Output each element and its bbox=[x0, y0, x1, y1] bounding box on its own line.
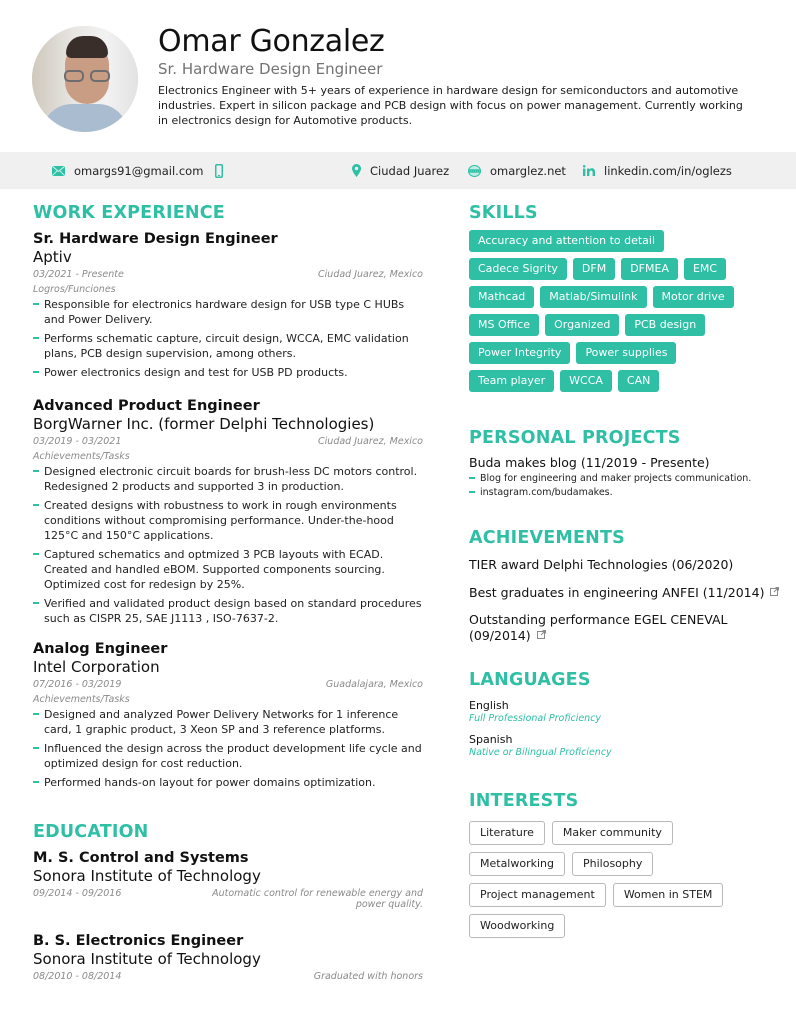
bullet-text: Designed and analyzed Power Delivery Networks for 1 inference card, 1 graphic product, 3 Xeon SP and 3 reference platforms. bbox=[44, 708, 399, 736]
degree-title: M. S. Control and Systems bbox=[33, 850, 249, 866]
skill-tag: CAN bbox=[618, 370, 659, 392]
dash-bullet-icon bbox=[33, 781, 39, 783]
dash-bullet-icon bbox=[33, 470, 39, 472]
job-dates: 03/2021 - Presente bbox=[33, 269, 124, 280]
skill-tag: Cadece Sigrity bbox=[469, 258, 567, 280]
job-bullets bbox=[33, 707, 423, 790]
job-entry bbox=[33, 231, 423, 384]
interests-tags bbox=[469, 821, 769, 945]
job-bullet bbox=[33, 297, 423, 327]
skill-tag: Mathcad bbox=[469, 286, 534, 308]
globe-icon bbox=[468, 165, 481, 177]
job-company: BorgWarner Inc. (former Delphi Technologies) bbox=[33, 415, 375, 433]
bullet-text: Performed hands-on layout for power domains optimization. bbox=[44, 776, 376, 789]
education-note: Automatic control for renewable energy and power quality. bbox=[212, 888, 423, 910]
interest-tag: Maker community bbox=[552, 821, 673, 845]
bullet-text: Created designs with robustness to work in rough environments conditions without compromising performance. Under-the-hood 125°C and 150°C applications. bbox=[44, 499, 397, 542]
bullet-text: Blog for engineering and maker projects communication. bbox=[480, 473, 752, 484]
linkedin-icon bbox=[583, 165, 595, 176]
linkedin-text: linkedin.com/in/oglezs bbox=[604, 163, 732, 178]
interests-section bbox=[469, 791, 789, 945]
interest-tag: Women in STEM bbox=[613, 883, 724, 907]
bullet-text: Performs schematic capture, circuit design, WCCA, EMC validation plans, PCB design supervision, among others. bbox=[44, 332, 409, 360]
education-meta bbox=[33, 888, 423, 910]
school-name: Sonora Institute of Technology bbox=[33, 867, 261, 885]
education-entry bbox=[33, 850, 423, 910]
dash-bullet-icon bbox=[33, 713, 39, 715]
job-dates: 07/2016 - 03/2019 bbox=[33, 679, 122, 690]
section-title-achievements: ACHIEVEMENTS bbox=[469, 528, 625, 548]
achievement-item bbox=[469, 557, 789, 572]
skill-tag: Motor drive bbox=[653, 286, 734, 308]
personal-projects-section bbox=[469, 428, 789, 500]
dash-bullet-icon bbox=[469, 491, 475, 493]
job-entry bbox=[33, 641, 423, 794]
contact-phone[interactable] bbox=[215, 152, 232, 189]
skill-tag: Power supplies bbox=[576, 342, 676, 364]
skill-tag: EMC bbox=[684, 258, 726, 280]
contact-linkedin[interactable] bbox=[583, 152, 732, 189]
candidate-name: Omar Gonzalez bbox=[158, 24, 385, 59]
contact-location bbox=[352, 152, 449, 189]
project-bullets bbox=[469, 472, 789, 500]
job-bullet bbox=[33, 775, 423, 790]
job-meta bbox=[33, 436, 423, 447]
mobile-phone-icon bbox=[215, 164, 223, 178]
job-tasks-label: Achievements/Tasks bbox=[33, 694, 130, 705]
interest-tag: Literature bbox=[469, 821, 545, 845]
project-title: Buda makes blog (11/2019 - Presente) bbox=[469, 455, 710, 470]
language-level: Native or Bilingual Proficiency bbox=[469, 747, 612, 758]
resume-header bbox=[0, 0, 796, 152]
achievement-text: Outstanding performance EGEL CENEVAL (09/2014) bbox=[469, 612, 728, 643]
job-tasks-label: Logros/Funciones bbox=[33, 284, 116, 295]
job-bullet bbox=[33, 331, 423, 361]
job-location: Guadalajara, Mexico bbox=[325, 679, 423, 690]
skill-tag: DFM bbox=[573, 258, 615, 280]
interest-tag: Project management bbox=[469, 883, 606, 907]
bullet-text: Designed electronic circuit boards for brush-less DC motors control. Redesigned 2 products and supported 3 in production. bbox=[44, 465, 418, 493]
achievement-text: TIER award Delphi Technologies (06/2020) bbox=[469, 557, 734, 572]
website-text: omarglez.net bbox=[490, 163, 566, 178]
language-name: Spanish bbox=[469, 733, 513, 746]
job-bullet bbox=[33, 464, 423, 494]
project-bullet[interactable] bbox=[469, 486, 789, 500]
job-bullet bbox=[33, 741, 423, 771]
job-meta bbox=[33, 679, 423, 690]
education-note: Graduated with honors bbox=[313, 971, 423, 982]
achievement-item[interactable] bbox=[469, 612, 729, 643]
profile-photo bbox=[32, 26, 138, 132]
bullet-text: Verified and validated product design based on standard procedures such as CISPR 25, SAE J1113 , ISO-7637-2. bbox=[44, 597, 422, 625]
language-name: English bbox=[469, 699, 509, 712]
email-text: omargs91@gmail.com bbox=[74, 163, 204, 178]
skill-tag: Matlab/Simulink bbox=[540, 286, 646, 308]
dash-bullet-icon bbox=[33, 303, 39, 305]
skill-tag: DFMEA bbox=[621, 258, 678, 280]
skills-section bbox=[469, 203, 789, 398]
bullet-text: Captured schematics and optmized 3 PCB layouts with ECAD. Created and handled eBOM. Supported components sourcing. Optimized cost for redesign by 25%. bbox=[44, 548, 385, 591]
section-title-interests: INTERESTS bbox=[469, 791, 579, 811]
dash-bullet-icon bbox=[33, 504, 39, 506]
project-bullet bbox=[469, 472, 789, 486]
job-bullets bbox=[33, 297, 423, 380]
dash-bullet-icon bbox=[33, 602, 39, 604]
education-entry bbox=[33, 933, 423, 982]
job-bullet bbox=[33, 365, 423, 380]
section-title-languages: LANGUAGES bbox=[469, 670, 591, 690]
languages-section bbox=[469, 670, 789, 758]
achievement-text: Best graduates in engineering ANFEI (11/2014) bbox=[469, 585, 765, 600]
job-location: Ciudad Juarez, Mexico bbox=[318, 436, 423, 447]
education-dates: 08/2010 - 08/2014 bbox=[33, 971, 122, 982]
interest-tag: Metalworking bbox=[469, 852, 565, 876]
contact-bar bbox=[0, 152, 796, 189]
bullet-text: Power electronics design and test for USB PD products. bbox=[44, 366, 348, 379]
job-meta bbox=[33, 269, 423, 280]
contact-website[interactable] bbox=[468, 152, 566, 189]
job-bullet bbox=[33, 596, 423, 626]
job-title: Advanced Product Engineer bbox=[33, 398, 260, 414]
job-bullet bbox=[33, 707, 423, 737]
job-bullet bbox=[33, 498, 423, 543]
skill-tag: Accuracy and attention to detail bbox=[469, 230, 664, 252]
skill-tag: Organized bbox=[545, 314, 619, 336]
language-level: Full Professional Proficiency bbox=[469, 713, 602, 724]
interest-tag: Philosophy bbox=[572, 852, 653, 876]
education-meta bbox=[33, 971, 423, 982]
job-title: Analog Engineer bbox=[33, 641, 168, 657]
location-text: Ciudad Juarez bbox=[370, 163, 450, 178]
candidate-title: Sr. Hardware Design Engineer bbox=[158, 60, 383, 78]
section-title-education: EDUCATION bbox=[33, 822, 149, 842]
skill-tag: Team player bbox=[469, 370, 554, 392]
dash-bullet-icon bbox=[33, 337, 39, 339]
skill-tag: Power Integrity bbox=[469, 342, 570, 364]
achievements-section bbox=[469, 528, 789, 643]
skill-tag: MS Office bbox=[469, 314, 539, 336]
job-location: Ciudad Juarez, Mexico bbox=[318, 269, 423, 280]
job-bullets bbox=[33, 464, 423, 626]
job-tasks-label: Achievements/Tasks bbox=[33, 451, 130, 462]
bullet-text: instagram.com/budamakes. bbox=[480, 487, 613, 498]
job-bullet bbox=[33, 547, 423, 592]
section-title-work-experience: WORK EXPERIENCE bbox=[33, 203, 225, 223]
dash-bullet-icon bbox=[469, 477, 475, 479]
external-link-icon[interactable] bbox=[537, 627, 546, 642]
skills-tags bbox=[469, 230, 769, 398]
section-title-skills: SKILLS bbox=[469, 203, 538, 223]
dash-bullet-icon bbox=[33, 371, 39, 373]
dash-bullet-icon bbox=[33, 747, 39, 749]
section-title-personal-projects: PERSONAL PROJECTS bbox=[469, 428, 681, 448]
job-company: Aptiv bbox=[33, 248, 72, 266]
bullet-text: Responsible for electronics hardware design for USB type C HUBs and Power Delivery. bbox=[44, 298, 405, 326]
skill-tag: PCB design bbox=[625, 314, 705, 336]
job-company: Intel Corporation bbox=[33, 658, 160, 676]
contact-email[interactable] bbox=[52, 152, 203, 189]
education-dates: 09/2014 - 09/2016 bbox=[33, 888, 122, 899]
job-entry bbox=[33, 398, 423, 630]
job-dates: 03/2019 - 03/2021 bbox=[33, 436, 122, 447]
job-title: Sr. Hardware Design Engineer bbox=[33, 231, 278, 247]
degree-title: B. S. Electronics Engineer bbox=[33, 933, 244, 949]
summary-text: Electronics Engineer with 5+ years of experience in hardware design for semiconductors and automotive industries. Expert in silicon package and PCB design with focus on power management. Currently working in electronics design for Automotive products. bbox=[158, 84, 743, 127]
map-pin-icon bbox=[352, 164, 361, 177]
achievement-item[interactable] bbox=[469, 584, 789, 600]
bullet-text: Influenced the design across the product development life cycle and optimized design for cost reduction. bbox=[44, 742, 422, 770]
skill-tag: WCCA bbox=[560, 370, 612, 392]
external-link-icon[interactable] bbox=[770, 584, 779, 599]
dash-bullet-icon bbox=[33, 553, 39, 555]
envelope-icon bbox=[52, 166, 65, 176]
interest-tag: Woodworking bbox=[469, 914, 565, 938]
school-name: Sonora Institute of Technology bbox=[33, 950, 261, 968]
glasses-icon bbox=[64, 70, 110, 82]
